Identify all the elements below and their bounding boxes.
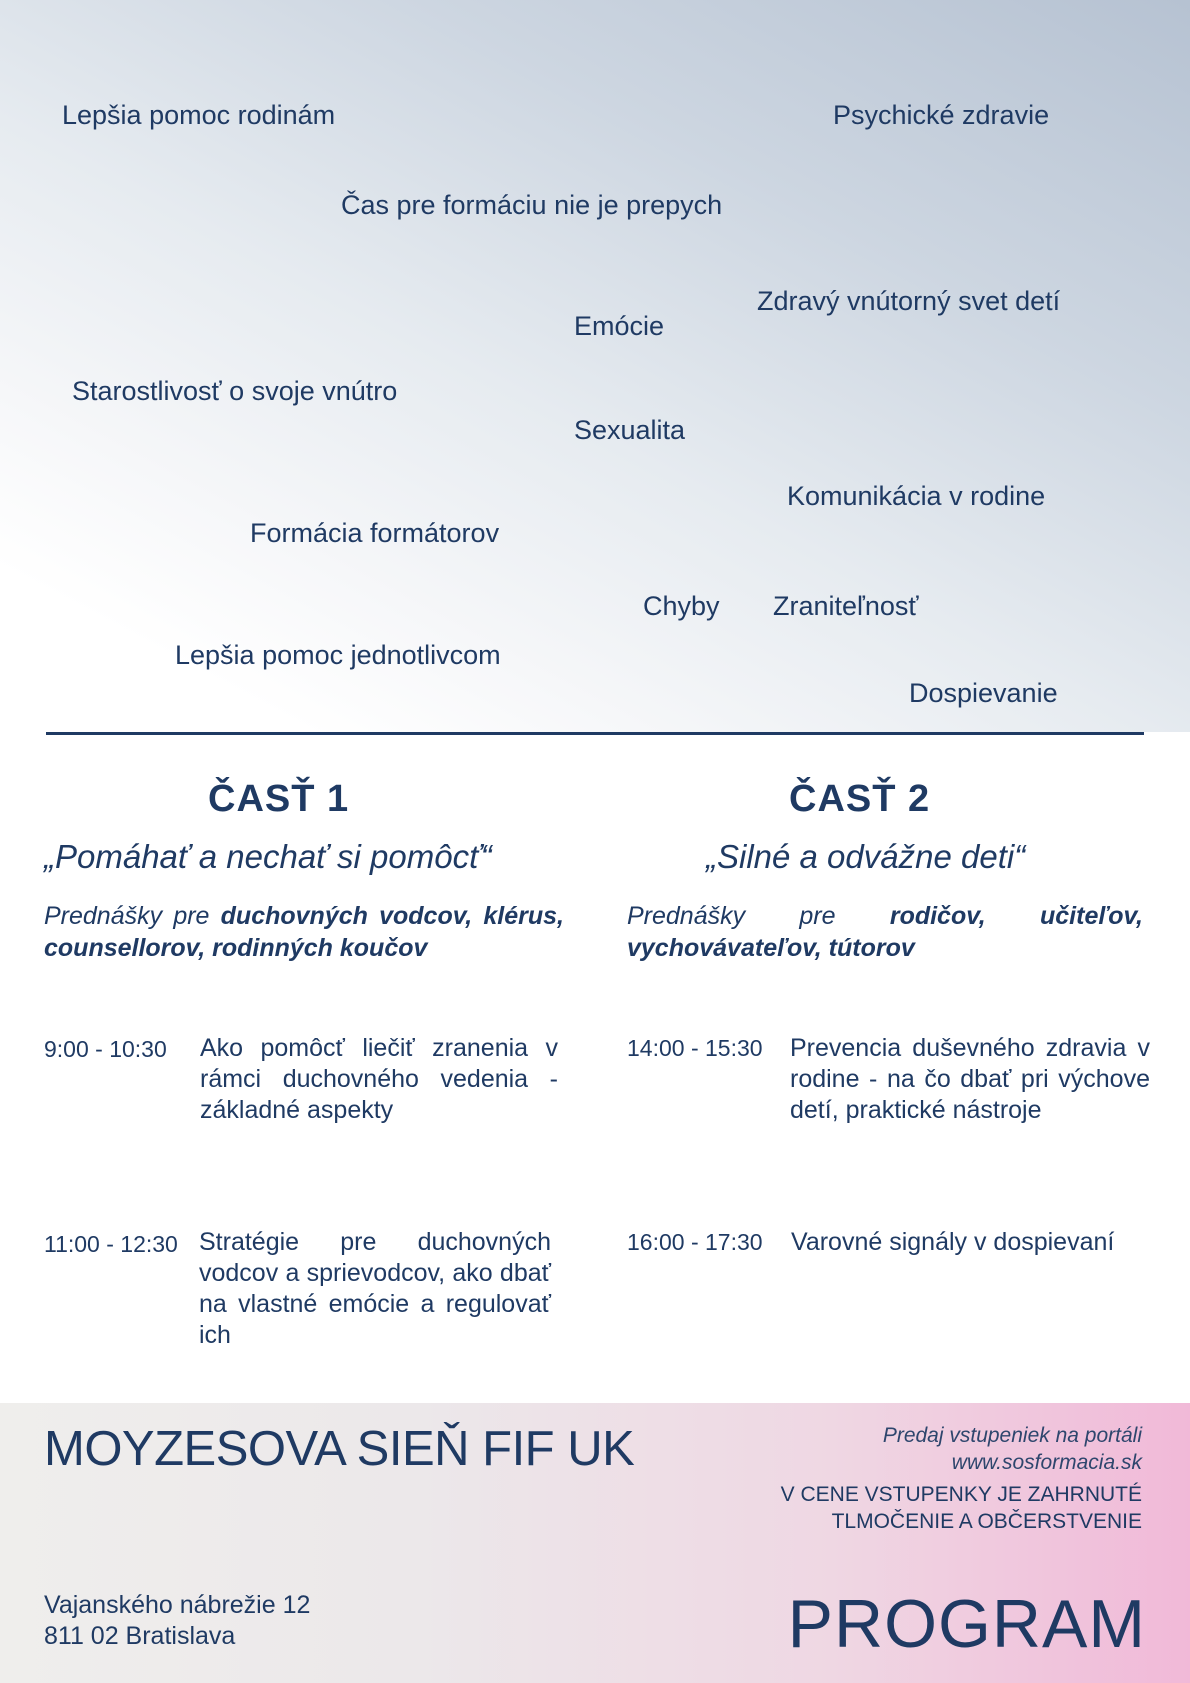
- part-1-subtitle: „Pomáhať a nechať si pomôcť“: [44, 838, 492, 875]
- keyword: Starostlivosť o svoje vnútro: [72, 376, 398, 406]
- keyword: Komunikácia v rodine: [787, 481, 1046, 511]
- keyword: Lepšia pomoc rodinám: [62, 100, 336, 130]
- ticket-info: [722, 1422, 1142, 1476]
- session-title: Varovné signály v dospievaní: [791, 1228, 1115, 1256]
- part-2-subtitle: „Silné a odvážne deti“: [706, 838, 1026, 875]
- ticket-website-link[interactable]: www.sosformacia.sk: [951, 1451, 1142, 1474]
- keyword: Lepšia pomoc jednotlivcom: [175, 640, 501, 670]
- keyword: Čas pre formáciu nie je prepych: [341, 190, 723, 220]
- keyword: Sexualita: [574, 415, 686, 445]
- keyword: Chyby: [643, 591, 720, 621]
- part-2-audience: [627, 900, 1143, 964]
- venue-name: MOYZESOVA SIEŇ FIF UK: [44, 1422, 635, 1476]
- address-street: Vajanského nábrežie 12: [44, 1591, 311, 1619]
- venue-address: [44, 1590, 310, 1652]
- keyword: Formácia formátorov: [250, 518, 500, 548]
- program-heading: PROGRAM: [787, 1586, 1146, 1662]
- session-title: Stratégie pre duchovných vodcov a sprievodcov, ako dbať na vlastné emócie a regulovať ich: [199, 1228, 551, 1349]
- part-2-title: ČASŤ 2: [789, 778, 931, 820]
- session-time: 14:00 - 15:30: [627, 1035, 763, 1061]
- ticket-info-label: Predaj vstupeniek na portáli: [882, 1424, 1142, 1447]
- audience-prefix: Prednášky pre: [627, 902, 836, 930]
- keyword: Psychické zdravie: [833, 100, 1050, 130]
- address-city: 811 02 Bratislava: [44, 1622, 236, 1650]
- session-time: 11:00 - 12:30: [44, 1231, 178, 1257]
- part-1-title: ČASŤ 1: [208, 778, 350, 820]
- keyword: Zdravý vnútorný svet detí: [757, 286, 1061, 316]
- part-1-audience: [44, 900, 564, 964]
- keyword: Zraniteľnosť: [773, 591, 919, 621]
- audience-prefix: Prednášky pre: [44, 902, 210, 930]
- session-time: 16:00 - 17:30: [627, 1229, 763, 1255]
- hero-keyword-cloud: [0, 0, 1190, 732]
- keyword: Dospievanie: [909, 678, 1058, 708]
- session-time: 9:00 - 10:30: [44, 1036, 167, 1062]
- section-divider: [46, 732, 1144, 735]
- keyword: Emócie: [574, 311, 665, 341]
- session-title: Ako pomôcť liečiť zranenia v rámci duchovného vedenia - základné aspekty: [200, 1034, 558, 1124]
- audience-list: rodičov, učiteľov, vychovávateľov, tútorov: [627, 902, 1143, 962]
- session-title: Prevencia duševného zdravia v rodine - na čo dbať pri výchove detí, praktické nástroje: [790, 1034, 1150, 1124]
- price-note: V CENE VSTUPENKY JE ZAHRNUTÉ TLMOČENIE A OBČERSTVENIE: [780, 1483, 1142, 1533]
- audience-list: duchovných vodcov, klérus, counsellorov, rodinných koučov: [44, 902, 564, 962]
